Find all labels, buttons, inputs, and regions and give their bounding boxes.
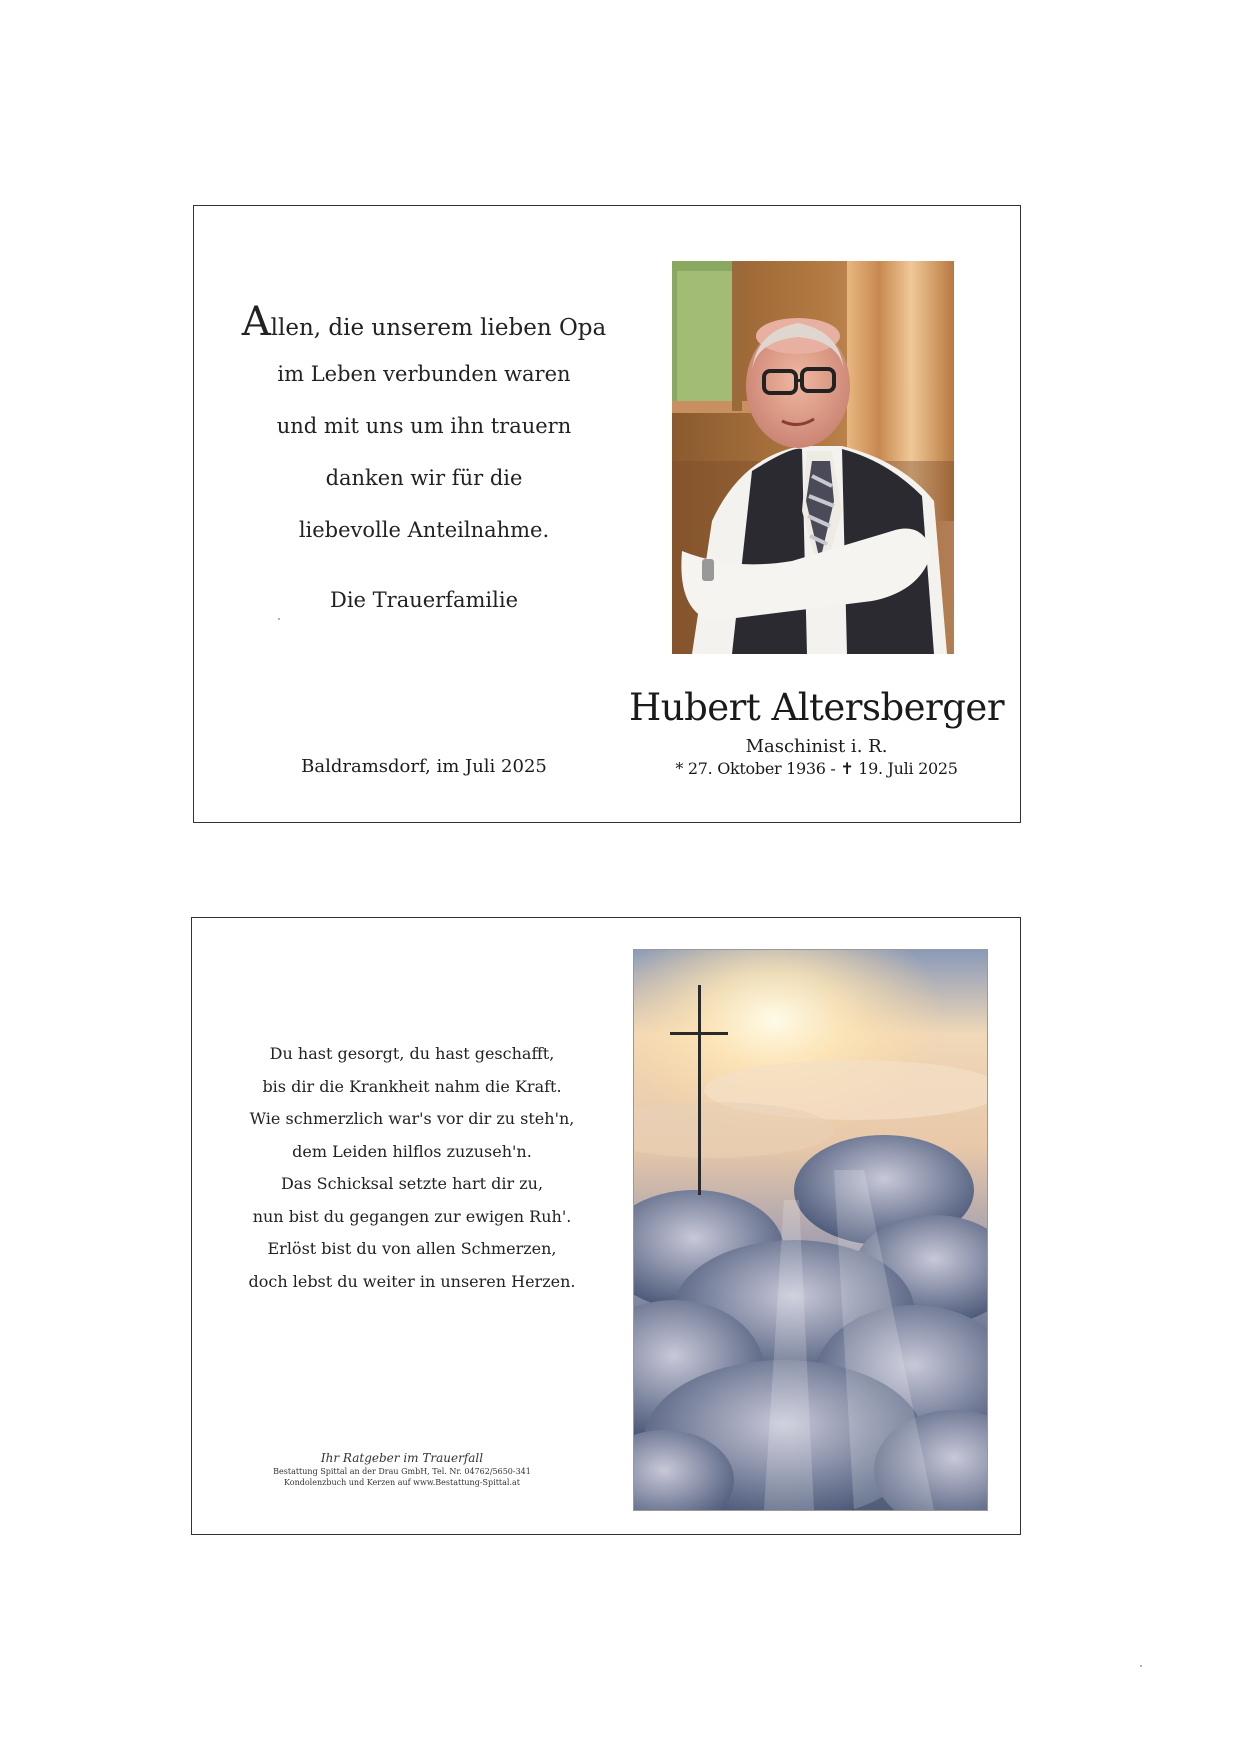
thanks-line-4: danken wir für die bbox=[325, 466, 523, 490]
imprint-web: Kondolenzbuch und Kerzen auf www.Bestattung-Spittal.at bbox=[284, 1478, 520, 1487]
poem-line: doch lebst du weiter in unseren Herzen. bbox=[248, 1271, 576, 1291]
deceased-profession: Maschinist i. R. bbox=[745, 736, 888, 757]
thanks-line-1-rest: llen, die unserem lieben Opa bbox=[270, 315, 607, 341]
thank-you-card-back bbox=[191, 917, 1021, 1535]
portrait-photo bbox=[672, 261, 954, 654]
poem-line: Das Schicksal setzte hart dir zu, bbox=[280, 1174, 544, 1193]
place-date: Baldramsdorf, im Juli 2025 bbox=[301, 756, 547, 777]
poem-line: dem Leiden hilflos zuzuseh'n. bbox=[292, 1141, 532, 1161]
memorial-poem bbox=[212, 1038, 612, 1298]
birth-death-dates: * 27. Oktober 1936 - ✝ 19. Juli 2025 bbox=[675, 759, 958, 778]
thanks-line-5: liebevolle Anteilnahme. bbox=[298, 518, 550, 542]
imprint-tagline: Ihr Ratgeber im Trauerfall bbox=[320, 1451, 484, 1465]
imprint-company: Bestattung Spittal an der Drau GmbH, Tel. Nr. 04762/5650-341 bbox=[273, 1467, 531, 1476]
thanks-line-3: und mit uns um ihn trauern bbox=[276, 414, 572, 438]
poem-line: nun bist du gegangen zur ewigen Ruh'. bbox=[252, 1206, 572, 1226]
scan-speck bbox=[1140, 1665, 1142, 1667]
thank-you-card-front bbox=[193, 205, 1021, 823]
poem-line: Erlöst bist du von allen Schmerzen, bbox=[267, 1239, 557, 1258]
deceased-name: Hubert Altersberger bbox=[628, 686, 1005, 729]
family-signature: Die Trauerfamilie bbox=[330, 588, 518, 612]
poem-line: Wie schmerzlich war's vor dir zu steh'n, bbox=[249, 1109, 575, 1128]
poem-line: Du hast gesorgt, du hast geschafft, bbox=[269, 1044, 555, 1063]
funeral-home-imprint bbox=[232, 1450, 572, 1488]
thanks-text bbox=[224, 296, 624, 626]
thanks-line-2: im Leben verbunden waren bbox=[277, 362, 571, 386]
poem-line: bis dir die Krankheit nahm die Kraft. bbox=[262, 1076, 562, 1096]
scan-speck bbox=[278, 618, 280, 620]
thanks-line-1 bbox=[224, 296, 624, 348]
sky-cross-picture bbox=[633, 949, 988, 1511]
thanks-initial: A bbox=[241, 299, 271, 345]
